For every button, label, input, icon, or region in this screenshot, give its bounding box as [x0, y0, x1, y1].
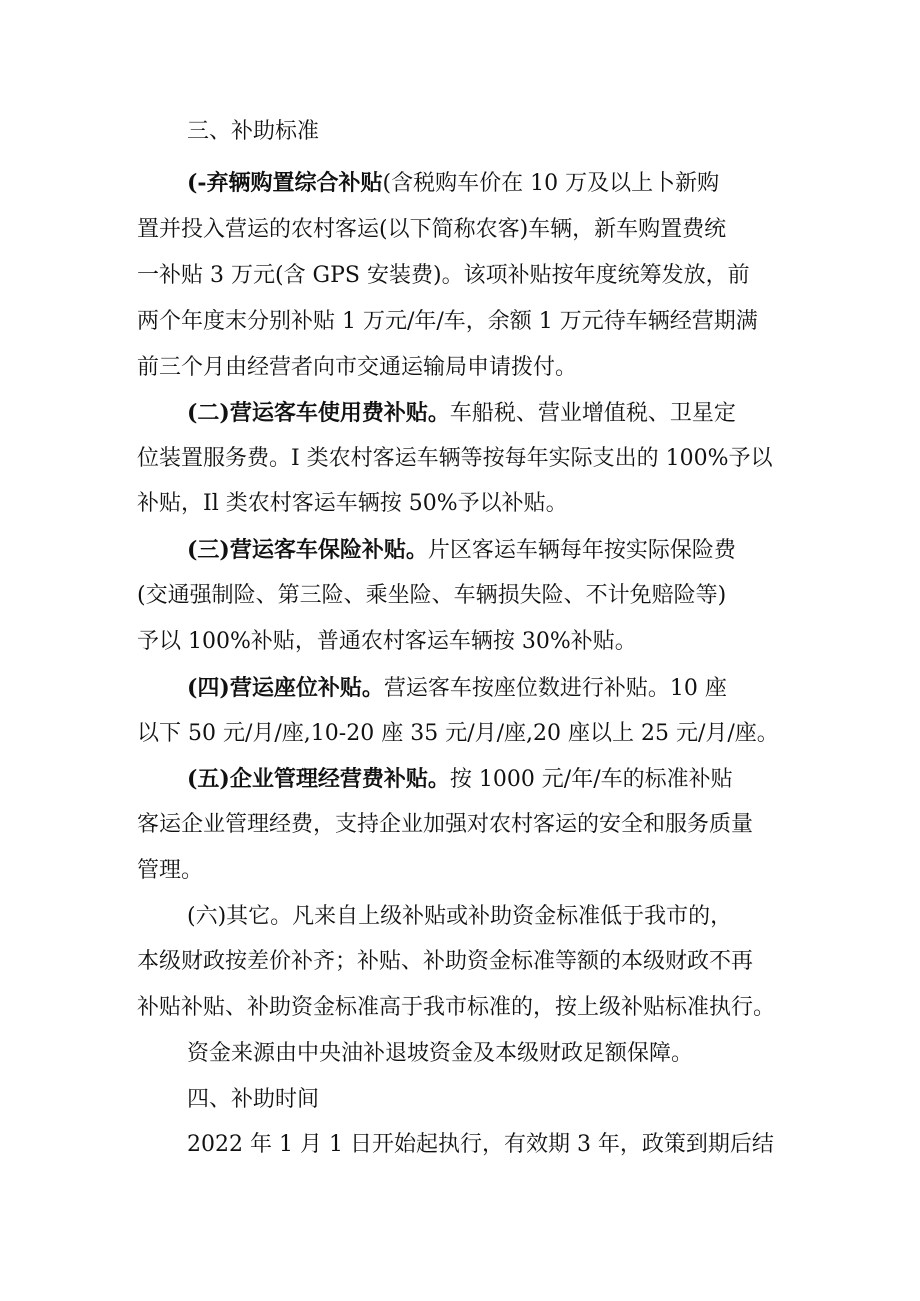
paragraph-1-line-4: 两个年度末分别补贴 1 万元/年/车，余额 1 万元待车辆经营期满	[137, 309, 758, 334]
paragraph-1-line-2: 置并投入营运的农村客运(以下简称农客)车辆，新车购置费统	[137, 217, 727, 242]
paragraph-6-line-1: (六)其它。凡来自上级补贴或补助资金标准低于我市的，	[187, 904, 733, 929]
paragraph-3-line-1	[187, 535, 797, 565]
paragraph-3-line-3: 予以 100%补贴，普通农村客运车辆按 30%补贴。	[137, 629, 637, 654]
effective-time-line: 2022 年 1 月 1 日开始起执行，有效期 3 年，政策到期后结	[187, 1132, 774, 1157]
paragraph-1-heading: (-弃辆购置综合补贴	[187, 170, 383, 196]
paragraph-5-line-1	[187, 764, 797, 794]
paragraph-5-line-3: 管理。	[137, 858, 204, 883]
paragraph-4-heading: (四)营运座位补贴。	[187, 675, 384, 701]
paragraph-4-text: 营运客车按座位数进行补贴。10 座	[383, 676, 727, 701]
paragraph-1-text: (含税购车价在 10 万及以上卜新购	[382, 171, 720, 196]
paragraph-3-line-2: (交通强制险、第三险、乘坐险、车辆损失险、不计免赔险等)	[137, 583, 727, 608]
paragraph-1-line-5: 前三个月由经营者向市交通运输局申请拨付。	[137, 355, 578, 380]
section-heading-4: 四、补助时间	[187, 1087, 320, 1112]
paragraph-4-line-2: 以下 50 元/月/座,10-20 座 35 元/月/座,20 座以上 25 元/月/座。	[137, 721, 779, 746]
paragraph-5-line-2: 客运企业管理经费，支持企业加强对农村客运的安全和服务质量	[137, 812, 754, 837]
paragraph-2-line-1	[187, 398, 797, 428]
paragraph-4-line-1	[187, 673, 797, 703]
paragraph-5-text: 按 1000 元/年/车的标准补贴	[449, 767, 733, 792]
paragraph-6-line-2: 本级财政按差价补齐；补贴、补助资金标准等额的本级财政不再	[137, 949, 754, 974]
section-heading-3: 三、补助标准	[187, 119, 320, 144]
paragraph-3-heading: (三)营运客车保险补贴。	[187, 537, 428, 563]
paragraph-5-heading: (五)企业管理经营费补贴。	[187, 766, 450, 792]
paragraph-6-line-3: 补贴补贴、补助资金标准高于我市标准的，按上级补贴标准执行。	[137, 995, 776, 1020]
paragraph-3-text: 片区客运车辆每年按实际保险费	[427, 538, 736, 563]
paragraph-1-line-3: 一补贴 3 万元(含 GPS 安装费)。该项补贴按年度统筹发放，前	[137, 263, 750, 288]
paragraph-2-line-2: 位装置服务费。I 类农村客运车辆等按每年实际支出的 100%予以	[137, 446, 773, 471]
funding-source: 资金来源由中央油补退坡资金及本级财政足额保障。	[187, 1041, 694, 1066]
paragraph-1-line-1	[187, 168, 797, 198]
paragraph-2-line-3: 补贴，Il 类农村客运车辆按 50%予以补贴。	[137, 491, 568, 516]
paragraph-2-heading: (二)营运客车使用费补贴。	[187, 400, 450, 426]
paragraph-2-text: 车船税、营业增值税、卫星定	[449, 401, 736, 426]
